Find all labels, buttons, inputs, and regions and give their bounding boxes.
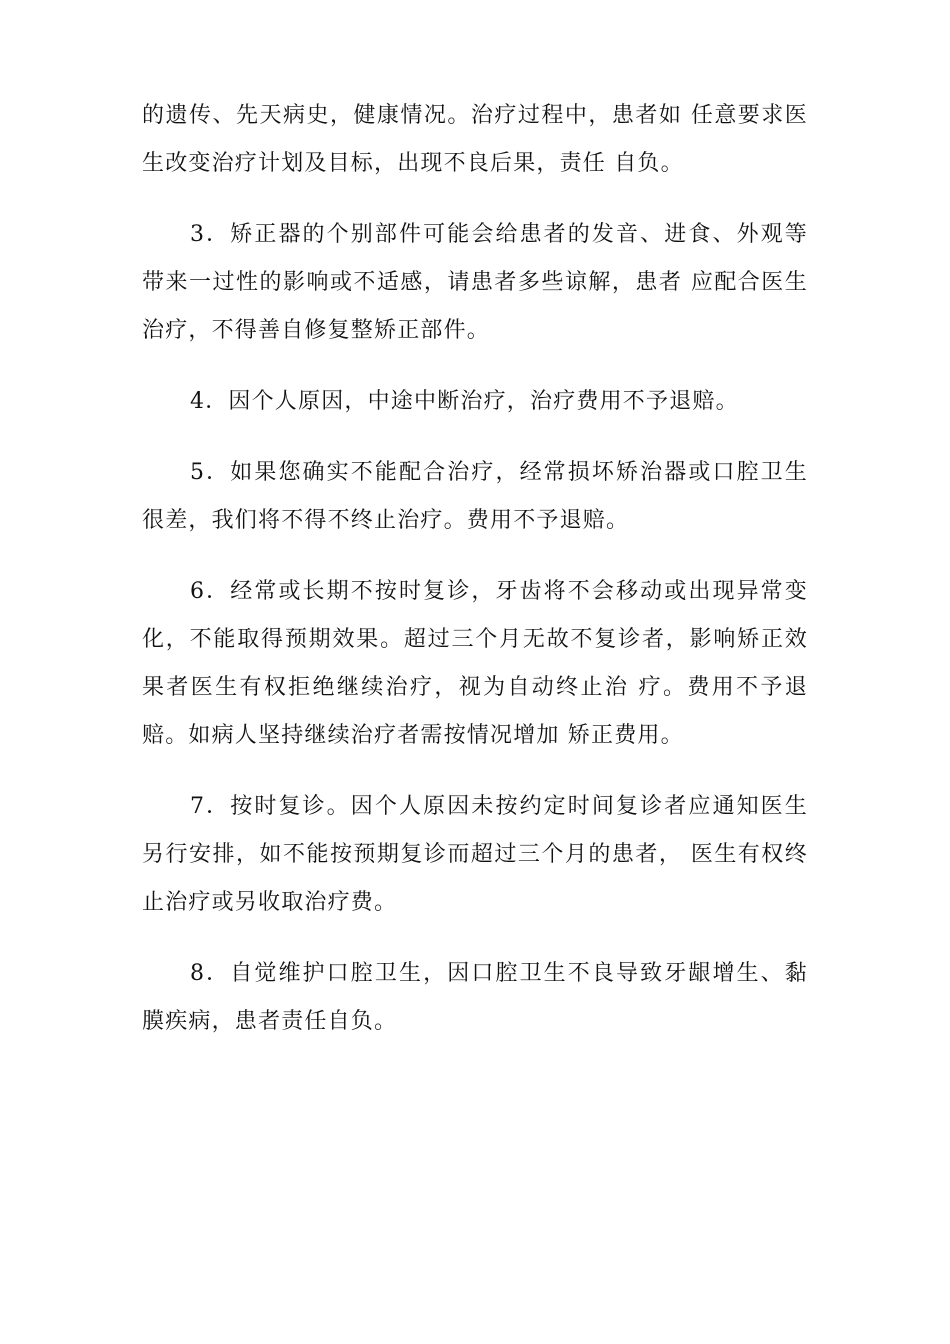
document-page [142,92,808,1046]
clause-3: 3．矫正器的个别部件可能会给患者的发音、进食、外观等带来一过性的影响或不适感，请患者多些谅解，患者 应配合医生治疗，不得善自修复整矫正部件。 [142,222,808,343]
clause-8: 8．自觉维护口腔卫生，因口腔卫生不良导致牙龈增生、黏膜疾病，患者责任自负。 [142,961,808,1034]
clause-6: 6．经常或长期不按时复诊，牙齿将不会移动或出现异常变化，不能取得预期效果。超过三个月无故不复诊者，影响矫正效果者医生有权拒绝继续治疗，视为自动终止治 疗。费用不予退赔。如病人坚持继续治疗者需按情况增加 矫正费用。 [142,579,808,748]
clause-7: 7．按时复诊。因个人原因未按约定时间复诊者应通知医生另行安排，如不能按预期复诊而超过三个月的患者， 医生有权终止治疗或另收取治疗费。 [142,794,808,915]
clause-5: 5．如果您确实不能配合治疗，经常损坏矫治器或口腔卫生很差，我们将不得不终止治疗。费用不予退赔。 [142,460,808,533]
paragraph-continuation: 的遗传、先天病史，健康情况。治疗过程中，患者如 任意要求医生改变治疗计划及目标，出现不良后果，责任 自负。 [142,103,808,176]
clause-4: 4．因个人原因，中途中断治疗，治疗费用不予退赔。 [190,389,739,414]
